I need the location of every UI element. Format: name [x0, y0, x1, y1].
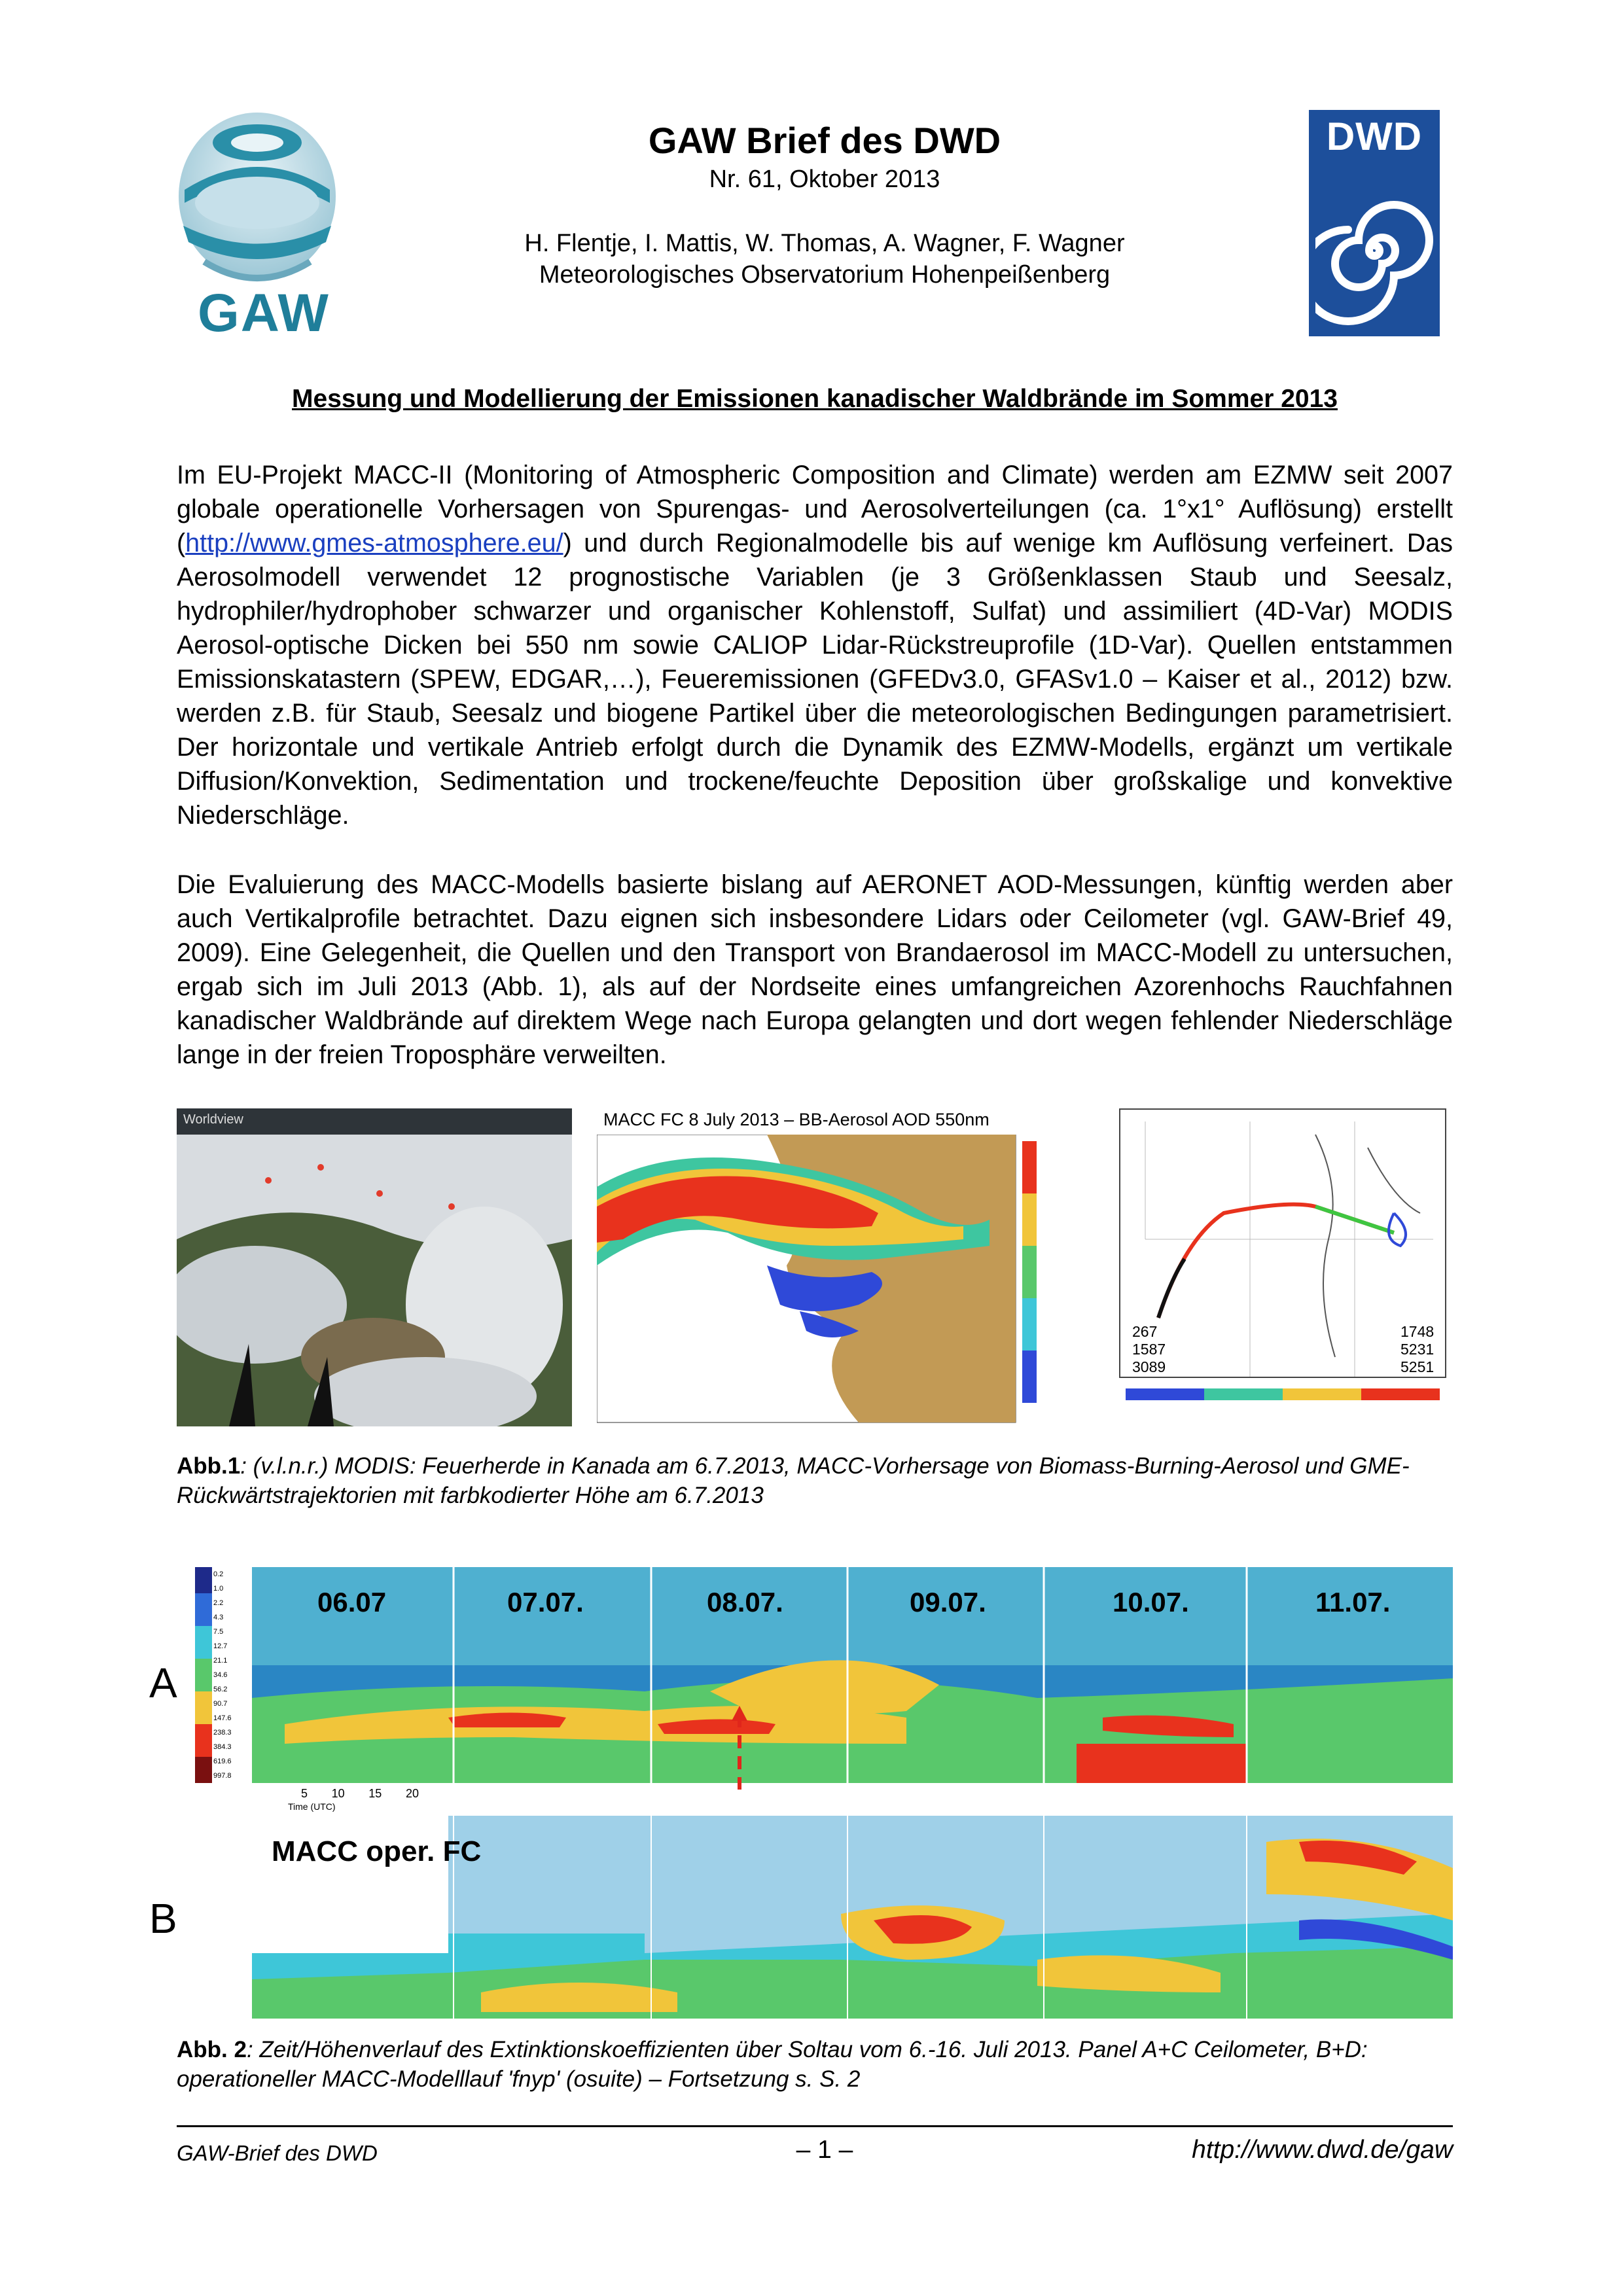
- day-label-1: 06.07: [317, 1587, 387, 1617]
- colorbar-tick-label: 238.3: [213, 1729, 232, 1737]
- footer-url[interactable]: http://www.dwd.de/gaw: [1192, 2136, 1453, 2164]
- colorbar-tick-label: 1.0: [213, 1585, 224, 1593]
- paragraph-1-rest: ) und durch Regionalmodelle bis auf wenige km Auflösung verfeinert. Das Aerosolmodell verwendet 12 prognostische Variablen (je 3 Größenklassen Staub und Seesalz, hydrophiler/hydrophober schwarzer und organischer Kohlenstoff, Sulfat) und assimiliert (4D-Var) MODIS Aerosol-optische Dicken bei 550 nm sowie CALIOP Lidar-Rückstreuprofile (1D-Var). Quellen entstammen Emissionskatastern (SPEW, EDGAR,…), Feueremissionen (GFEDv3.0, GFASv1.0 – Kaiser et al., 2012) bzw. werden z.B. für Staub, Seesalz und biogene Partikel über die meteorologischen Bedingungen parametrisiert. Der horizontale und vertikale Antrieb erfolgt durch die Dynamik des EZMW-Modells, ergänzt um vertikale Diffusion/Konvektion, Sedimentation und trockene/feuchte Deposition über großskalige und konvektive Niederschläge.: [177, 529, 1453, 830]
- paragraph-1-start: Im EU-Projekt MACC-II (Monitoring of Atmospheric Composition and Climate) werden am EZMW seit 2007 globale operationelle Vorhersagen von Spurengas- und Aerosolverteilungen (ca. 1°x1° Auflösung) erstellt (: [177, 461, 1453, 557]
- colorbar-tick-label: 0.2: [213, 1570, 224, 1578]
- x-axis-label: Time (UTC): [288, 1801, 336, 1812]
- footer-publication: GAW-Brief des DWD: [177, 2141, 378, 2165]
- macc-link[interactable]: http://www.gmes-atmosphere.eu/: [185, 529, 563, 557]
- ceilometer-panel: [252, 1567, 1453, 1790]
- macc-oper-fc-label: MACC oper. FC: [272, 1835, 482, 1867]
- worldview-label: Worldview: [183, 1112, 243, 1127]
- dwd-logo: [1309, 110, 1440, 336]
- colorbar-tick-label: 7.5: [213, 1628, 224, 1636]
- day-label-4: 09.07.: [910, 1587, 986, 1617]
- modis-image: [177, 1108, 572, 1426]
- traj-right-values: 1748 5231 5251: [1400, 1323, 1435, 1375]
- figure-2-label: Abb. 2: [177, 2037, 247, 2062]
- colorbar-tick-label: 90.7: [213, 1700, 228, 1708]
- authors: H. Flentje, I. Mattis, W. Thomas, A. Wagner, F. Wagner: [524, 230, 1125, 257]
- institute: Meteorologisches Observatorium Hohenpeißenberg: [539, 261, 1111, 289]
- day-label-2: 07.07.: [507, 1587, 584, 1617]
- colorbar-tick-label: 147.6: [213, 1714, 232, 1722]
- aod-map: [597, 1135, 1050, 1426]
- day-label-6: 11.07.: [1315, 1587, 1391, 1617]
- colorbar-tick-label: 12.7: [213, 1642, 228, 1650]
- colorbar-tick-label: 21.1: [213, 1657, 228, 1665]
- issue-number: Nr. 61, Oktober 2013: [709, 166, 940, 193]
- colorbar-tick-label: 56.2: [213, 1686, 228, 1693]
- trajectory-plot: [1119, 1108, 1446, 1426]
- figure-1-label: Abb.1: [177, 1453, 241, 1479]
- colorbar-tick-label: 619.6: [213, 1757, 232, 1765]
- gaw-logo-text: GAW: [198, 283, 330, 343]
- day-label-5: 10.07.: [1113, 1587, 1189, 1617]
- x-axis-ticks: 5 10 15 20: [301, 1787, 419, 1800]
- macc-map-title: MACC FC 8 July 2013 – BB-Aerosol AOD 550nm: [603, 1110, 990, 1129]
- colorbar-tick-label: 4.3: [213, 1614, 224, 1621]
- colorbar-labels: [213, 1567, 240, 1783]
- page-number: – 1 –: [796, 2136, 853, 2164]
- colorbar-tick-label: 384.3: [213, 1743, 232, 1751]
- header: [366, 118, 1283, 291]
- traj-left-values: 267 1587 3089: [1132, 1323, 1166, 1375]
- article-title: Messung und Modellierung der Emissionen kanadischer Waldbrände im Sommer 2013: [292, 385, 1338, 413]
- macc-forecast-map: [597, 1108, 1050, 1426]
- figure-2: [149, 1567, 1453, 2025]
- newsletter-title: GAW Brief des DWD: [648, 120, 1001, 161]
- figure-2-caption: [177, 2035, 1453, 2094]
- spiral-icon: [1315, 175, 1433, 326]
- gaw-logo: [171, 105, 343, 353]
- colorbar-tick-label: 34.6: [213, 1671, 228, 1679]
- day-label-3: 08.07.: [707, 1587, 783, 1617]
- footer-divider: [177, 2125, 1453, 2127]
- trajectory-map: [1119, 1108, 1446, 1426]
- dwd-logo-text: DWD: [1326, 115, 1423, 158]
- panel-b-letter: B: [149, 1895, 177, 1942]
- extinction-colorbar: [195, 1567, 212, 1783]
- colorbar-tick-label: 2.2: [213, 1599, 224, 1607]
- figure-2-caption-text: : Zeit/Höhenverlauf des Extinktionskoeffizienten über Soltau vom 6.-16. Juli 2013. Panel A+C Ceilometer, B+D: operationeller MACC-Modelllauf 'fnyp' (osuite) – Fortsetzung s. S. 2: [177, 2037, 1368, 2092]
- paragraph-2: Die Evaluierung des MACC-Modells basierte bislang auf AERONET AOD-Messungen, künftig werden aber auch Vertikalprofile betrachtet. Dazu eignen sich insbesondere Lidars oder Ceilometer (vgl. GAW-Brief 49, 2009). Eine Gelegenheit, die Quellen und den Transport von Brandaerosol im MACC-Modell zu untersuchen, ergab sich im Juli 2013 (Abb. 1), als auf der Nordseite eines umfangreichen Azorenhochs Rauchfahnen kanadischer Waldbrände auf direktem Wege nach Europa gelangten und dort wegen fehlender Niederschläge lange in der freien Troposphäre verweilten.: [177, 870, 1453, 1069]
- figure-1-caption: [177, 1451, 1453, 1510]
- panel-a-letter: A: [149, 1659, 177, 1706]
- figure-1-caption-text: : (v.l.n.r.) MODIS: Feuerherde in Kanada am 6.7.2013, MACC-Vorhersage von Biomass-Burning-Aerosol und GME-Rückwärtstrajektorien mit farbkodierter Höhe am 6.7.2013: [177, 1453, 1410, 1508]
- modis-satellite-image: [177, 1108, 572, 1426]
- colorbar-tick-label: 997.8: [213, 1772, 232, 1780]
- paragraph-1: [177, 458, 1453, 832]
